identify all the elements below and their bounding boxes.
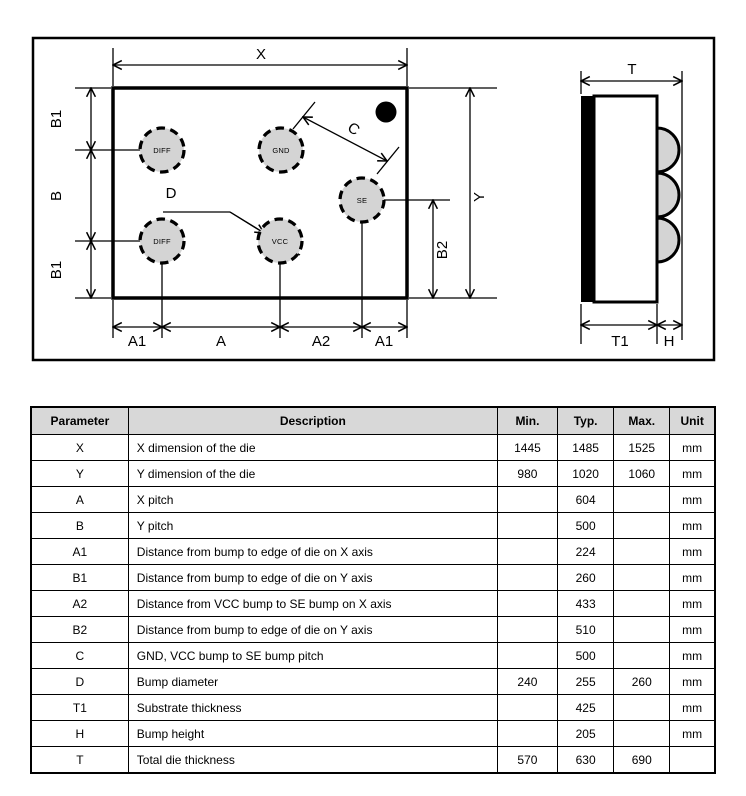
max-cell: [614, 617, 670, 643]
dim-label-b1-top: B1: [48, 109, 65, 129]
desc-cell: Y dimension of the die: [128, 461, 497, 487]
min-cell: [497, 643, 557, 669]
dim-label-c: C: [344, 119, 363, 140]
parameters-table: [30, 406, 716, 774]
min-cell: [497, 617, 557, 643]
unit-cell: mm: [670, 539, 715, 565]
header-description: Description: [128, 407, 497, 435]
desc-cell: Distance from bump to edge of die on Y axis: [128, 617, 497, 643]
dim-label-a1-left: A1: [127, 333, 147, 350]
unit-cell: [670, 747, 715, 774]
dim-label-y: Y: [471, 191, 488, 203]
dim-label-b1-bottom: B1: [48, 260, 65, 280]
pin1-marker-dot: [376, 102, 397, 123]
typ-cell: 604: [558, 487, 614, 513]
max-cell: [614, 721, 670, 747]
param-cell: B1: [31, 565, 128, 591]
header-min: Min.: [497, 407, 557, 435]
min-cell: 1445: [497, 435, 557, 461]
unit-cell: mm: [670, 617, 715, 643]
min-cell: [497, 721, 557, 747]
typ-cell: 630: [558, 747, 614, 774]
param-cell: T: [31, 747, 128, 774]
param-cell: Y: [31, 461, 128, 487]
param-cell: C: [31, 643, 128, 669]
max-cell: [614, 643, 670, 669]
desc-cell: GND, VCC bump to SE bump pitch: [128, 643, 497, 669]
min-cell: 570: [497, 747, 557, 774]
dim-label-x: X: [255, 46, 267, 63]
max-cell: 1060: [614, 461, 670, 487]
bump-label-gnd: GND: [272, 146, 290, 155]
unit-cell: mm: [670, 591, 715, 617]
desc-cell: Bump diameter: [128, 669, 497, 695]
typ-cell: 433: [558, 591, 614, 617]
unit-cell: mm: [670, 487, 715, 513]
side-view-bumps: [657, 128, 679, 262]
min-cell: [497, 513, 557, 539]
min-cell: 240: [497, 669, 557, 695]
table-row: [31, 695, 715, 721]
side-bump-1: [657, 128, 679, 172]
dim-label-a: A: [215, 333, 227, 350]
max-cell: 1525: [614, 435, 670, 461]
table-row: [31, 721, 715, 747]
table-header-row: [31, 407, 715, 435]
dim-label-h: H: [663, 333, 675, 350]
max-cell: [614, 513, 670, 539]
dim-label-b: B: [48, 190, 65, 202]
table-row: [31, 617, 715, 643]
side-view-substrate: [594, 96, 657, 302]
desc-cell: Distance from bump to edge of die on Y axis: [128, 565, 497, 591]
typ-cell: 205: [558, 721, 614, 747]
dim-label-t1: T1: [611, 333, 629, 350]
unit-cell: mm: [670, 435, 715, 461]
dim-label-t: T: [627, 61, 637, 78]
typ-cell: 255: [558, 669, 614, 695]
unit-cell: mm: [670, 461, 715, 487]
desc-cell: Y pitch: [128, 513, 497, 539]
min-cell: [497, 539, 557, 565]
param-cell: A: [31, 487, 128, 513]
max-cell: 690: [614, 747, 670, 774]
die-side-view: [581, 61, 682, 350]
desc-cell: Total die thickness: [128, 747, 497, 774]
header-unit: Unit: [670, 407, 715, 435]
min-cell: [497, 695, 557, 721]
max-cell: [614, 487, 670, 513]
min-cell: 980: [497, 461, 557, 487]
param-cell: A1: [31, 539, 128, 565]
desc-cell: X dimension of the die: [128, 435, 497, 461]
max-cell: [614, 565, 670, 591]
typ-cell: 260: [558, 565, 614, 591]
param-cell: T1: [31, 695, 128, 721]
table-row: [31, 539, 715, 565]
unit-cell: mm: [670, 669, 715, 695]
typ-cell: 500: [558, 643, 614, 669]
min-cell: [497, 487, 557, 513]
dim-label-d: D: [165, 185, 177, 202]
max-cell: [614, 591, 670, 617]
desc-cell: Distance from VCC bump to SE bump on X axis: [128, 591, 497, 617]
unit-cell: mm: [670, 565, 715, 591]
min-cell: [497, 591, 557, 617]
desc-cell: Bump height: [128, 721, 497, 747]
table-row: [31, 487, 715, 513]
max-cell: [614, 539, 670, 565]
bump-label-diff-top: DIFF: [153, 146, 171, 155]
unit-cell: mm: [670, 721, 715, 747]
side-bump-2: [657, 173, 679, 217]
desc-cell: X pitch: [128, 487, 497, 513]
bump-label-vcc: VCC: [271, 237, 289, 246]
die-top-view: [48, 46, 497, 350]
unit-cell: mm: [670, 513, 715, 539]
table-row: [31, 461, 715, 487]
max-cell: [614, 695, 670, 721]
desc-cell: Substrate thickness: [128, 695, 497, 721]
dim-label-a2: A2: [311, 333, 331, 350]
table-row: [31, 669, 715, 695]
table-row: [31, 643, 715, 669]
typ-cell: 510: [558, 617, 614, 643]
typ-cell: 425: [558, 695, 614, 721]
bump-label-se: SE: [356, 196, 368, 205]
header-typ: Typ.: [558, 407, 614, 435]
table-row: [31, 591, 715, 617]
table-row: [31, 747, 715, 774]
param-cell: D: [31, 669, 128, 695]
header-max: Max.: [614, 407, 670, 435]
min-cell: [497, 565, 557, 591]
side-bump-3: [657, 218, 679, 262]
param-cell: H: [31, 721, 128, 747]
param-cell: X: [31, 435, 128, 461]
param-cell: B2: [31, 617, 128, 643]
unit-cell: mm: [670, 695, 715, 721]
table-row: [31, 565, 715, 591]
table-row: [31, 513, 715, 539]
header-parameter: Parameter: [31, 407, 128, 435]
unit-cell: mm: [670, 643, 715, 669]
typ-cell: 1485: [558, 435, 614, 461]
typ-cell: 1020: [558, 461, 614, 487]
table-row: [31, 435, 715, 461]
max-cell: 260: [614, 669, 670, 695]
side-view-die-layer: [581, 96, 594, 302]
desc-cell: Distance from bump to edge of die on X axis: [128, 539, 497, 565]
typ-cell: 224: [558, 539, 614, 565]
bump-label-diff-bottom: DIFF: [153, 237, 171, 246]
dim-label-a1-right: A1: [374, 333, 394, 350]
param-cell: B: [31, 513, 128, 539]
param-cell: A2: [31, 591, 128, 617]
dim-label-b2: B2: [434, 240, 451, 260]
typ-cell: 500: [558, 513, 614, 539]
